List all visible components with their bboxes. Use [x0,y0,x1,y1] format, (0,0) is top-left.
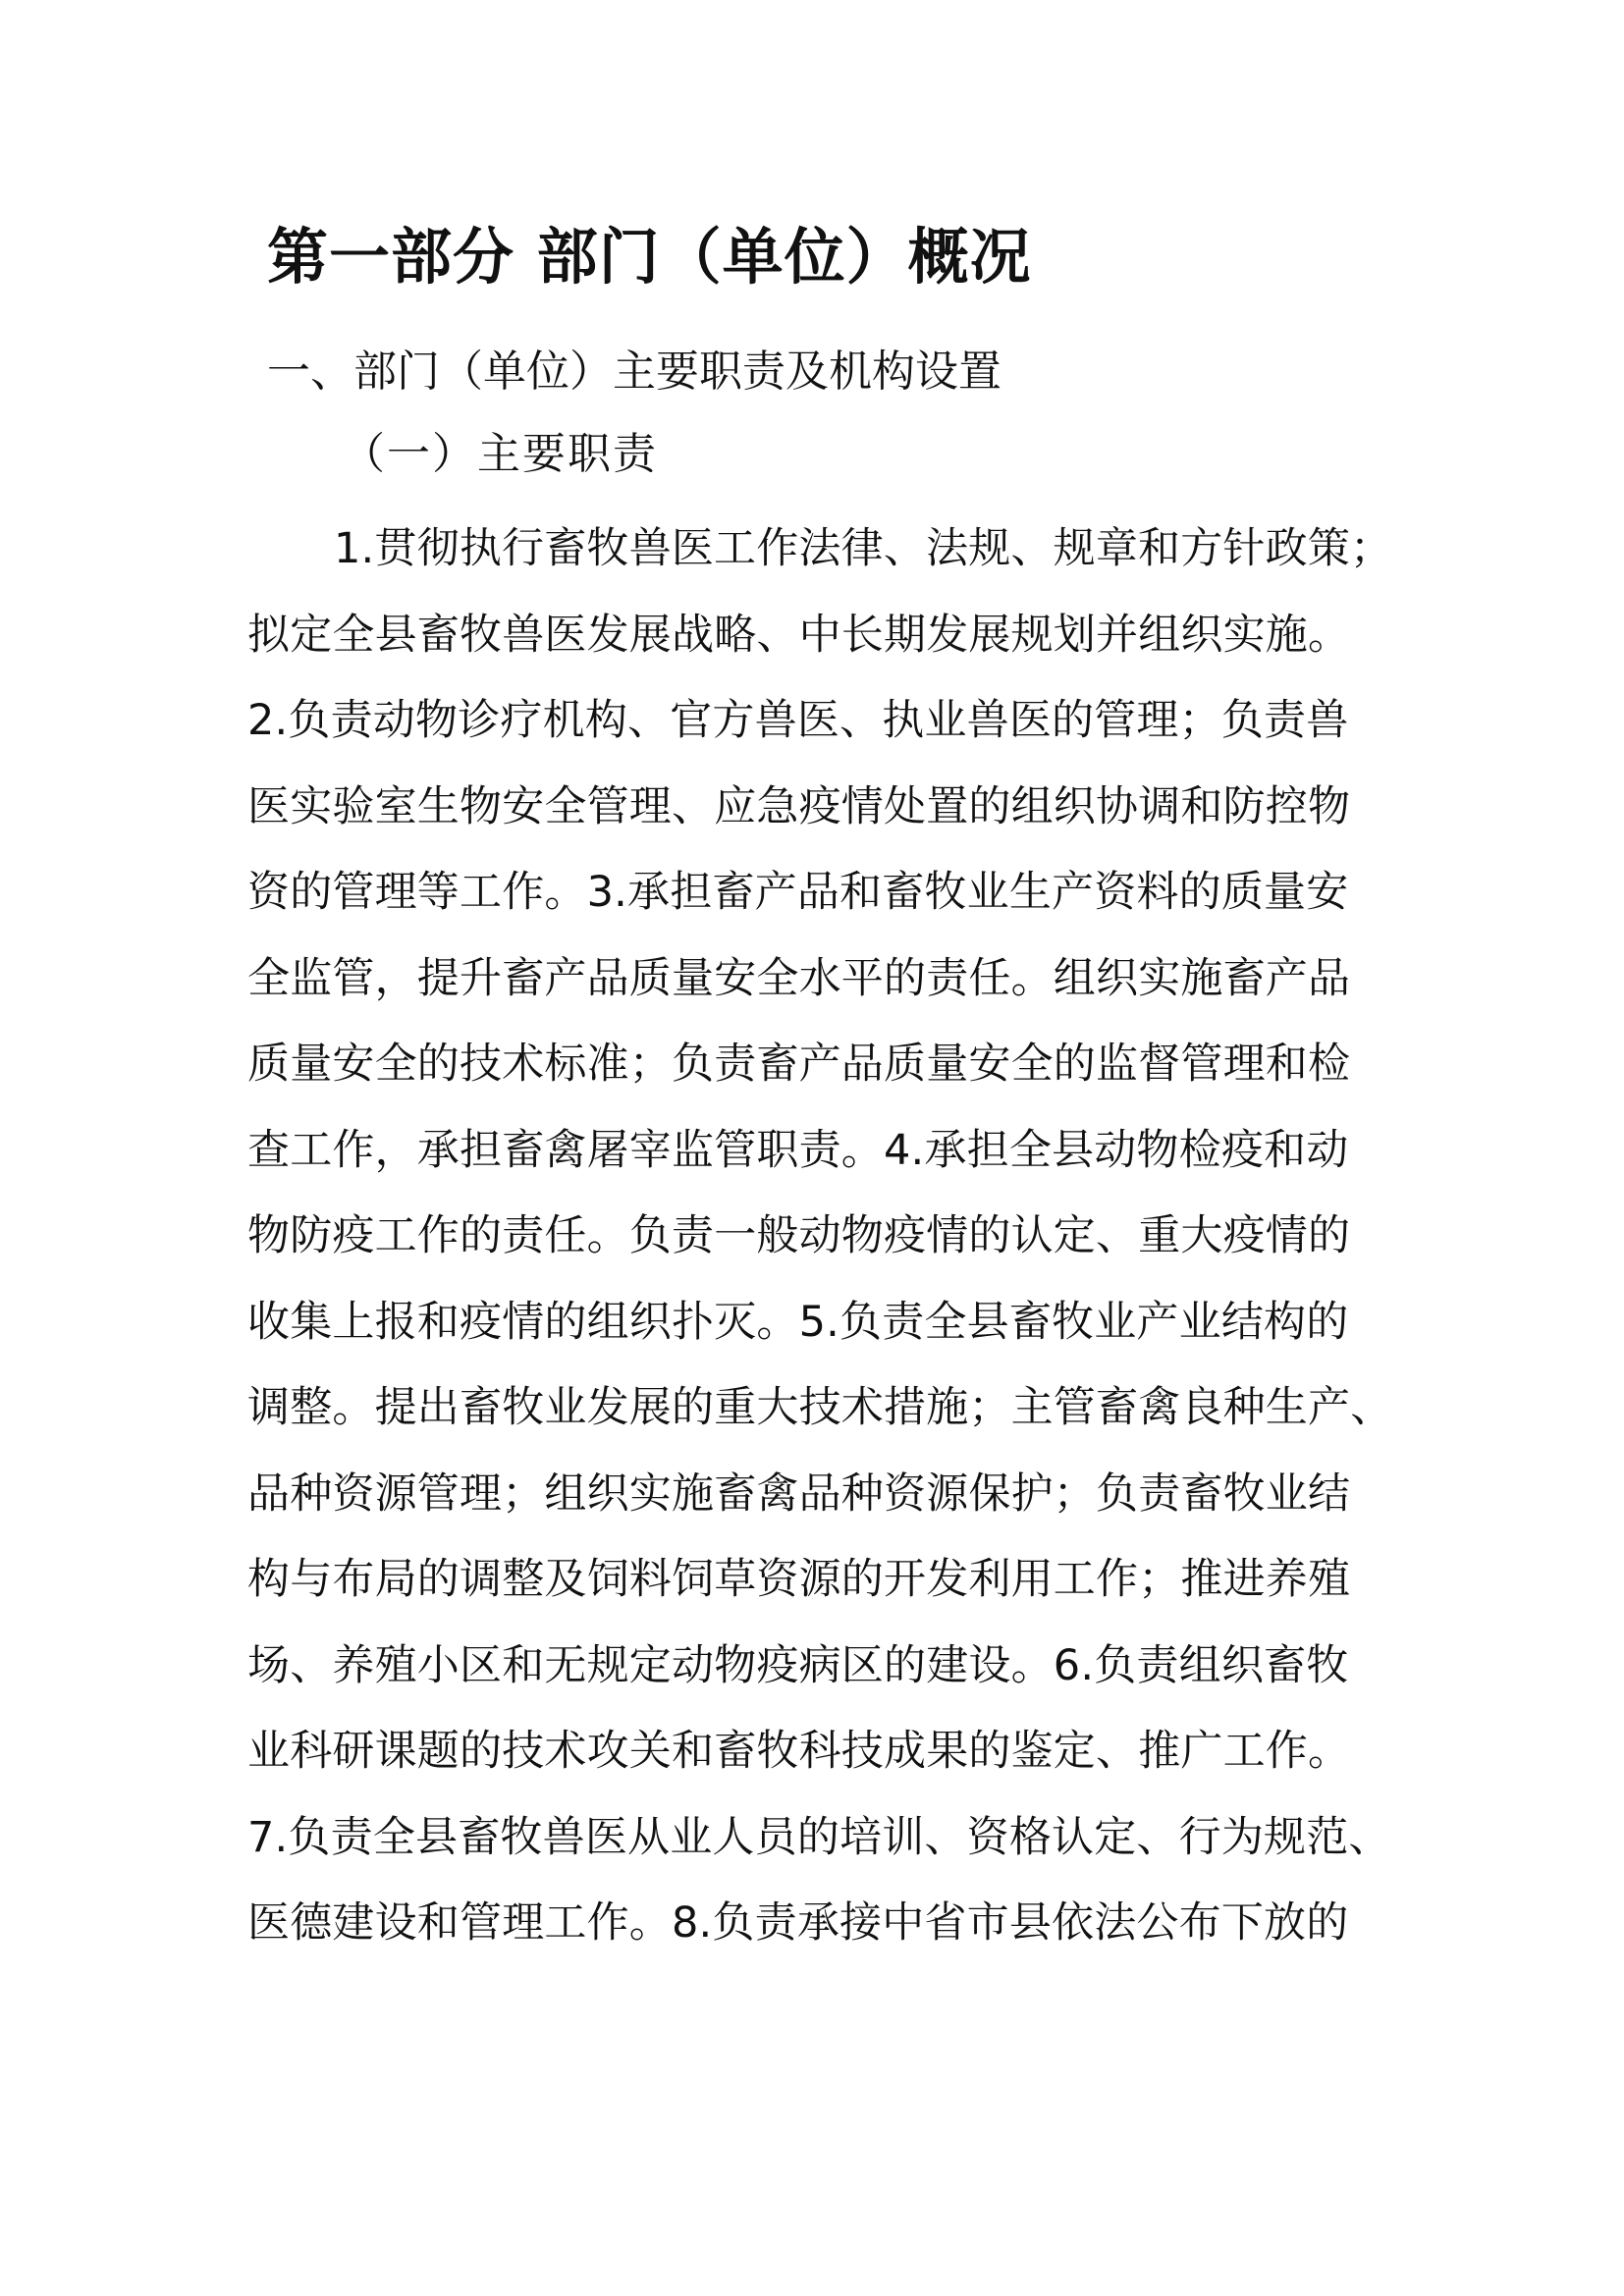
body-line: 医德建设和管理工作。8.负责承接中省市县依法公布下放的 [247,1898,1349,1948]
body-line: 资的管理等工作。3.承担畜产品和畜牧业生产资料的质量安 [247,868,1349,917]
body-line: 2.负责动物诊疗机构、官方兽医、执业兽医的管理；负责兽 [247,696,1349,745]
body-line: 物防疫工作的责任。负责一般动物疫情的认定、重大疫情的 [247,1211,1351,1260]
body-line: 业科研课题的技术攻关和畜牧科技成果的鉴定、推广工作。 [247,1727,1351,1776]
body-line: 拟定全县畜牧兽医发展战略、中长期发展规划并组织实施。 [247,610,1351,660]
body-line: 查工作，承担畜禽屠宰监管职责。4.承担全县动物检疫和动 [247,1125,1349,1175]
body-line: 全监管，提升畜产品质量安全水平的责任。组织实施畜产品 [247,953,1351,1003]
body-line: 场、养殖小区和无规定动物疫病区的建设。6.负责组织畜牧 [247,1640,1349,1690]
section-heading: 一、部门（单位）主要职责及机构设置 [267,347,1001,397]
body-line: 质量安全的技术标准；负责畜产品质量安全的监督管理和检 [247,1040,1351,1089]
subsection-heading: （一）主要职责 [342,429,658,479]
body-paragraph [247,507,1393,1967]
body-line: 医实验室生物安全管理、应急疫情处置的组织协调和防控物 [247,781,1351,831]
body-line: 品种资源管理；组织实施畜禽品种资源保护；负责畜牧业结 [247,1468,1351,1519]
part-title: 第一部分 部门（单位）概况 [267,221,1032,293]
body-line: 7.负责全县畜牧兽医从业人员的培训、资格认定、行为规范、 [247,1812,1391,1862]
body-line: 收集上报和疫情的组织扑灭。5.负责全县畜牧业产业结构的 [247,1297,1349,1347]
body-line: 构与布局的调整及饲料饲草资源的开发利用工作；推进养殖 [247,1555,1351,1604]
body-line: 调整。提出畜牧业发展的重大技术措施；主管畜禽良种生产、 [247,1383,1393,1432]
body-line: 1.贯彻执行畜牧兽医工作法律、法规、规章和方针政策； [334,524,1393,573]
